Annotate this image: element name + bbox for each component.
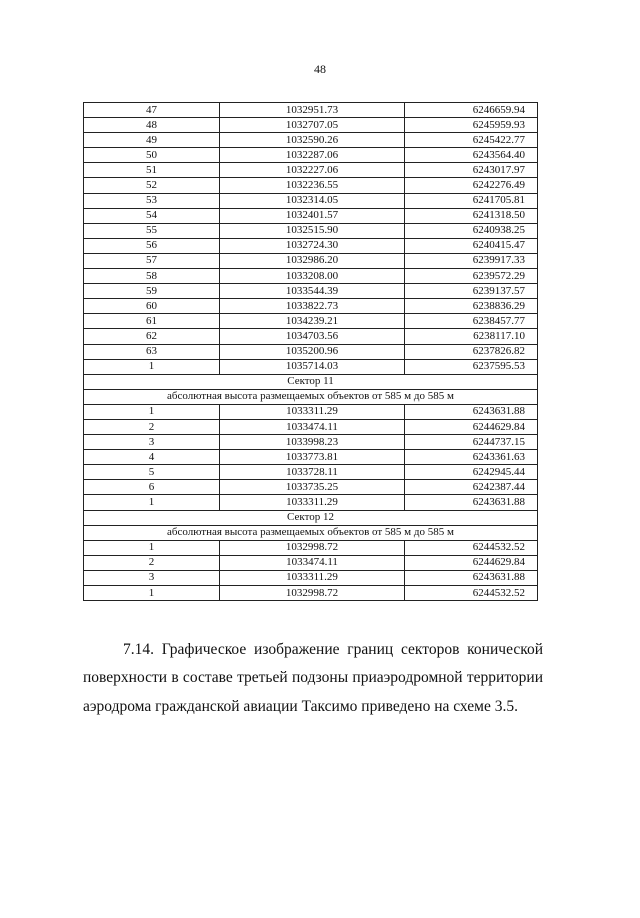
point-number-cell: 50 <box>84 148 220 163</box>
y-coordinate-cell: 6243631.88 <box>405 570 538 585</box>
x-coordinate-cell: 1032401.57 <box>220 208 405 223</box>
point-number-cell: 63 <box>84 344 220 359</box>
point-number-cell: 60 <box>84 299 220 314</box>
y-coordinate-cell: 6242387.44 <box>405 480 538 495</box>
x-coordinate-cell: 1032951.73 <box>220 103 405 118</box>
x-coordinate-cell: 1035200.96 <box>220 344 405 359</box>
y-coordinate-cell: 6239137.57 <box>405 284 538 299</box>
x-coordinate-cell: 1033208.00 <box>220 269 405 284</box>
sector-header-row <box>84 510 538 525</box>
point-number-cell: 54 <box>84 208 220 223</box>
sector-header-cell: абсолютная высота размещаемых объектов от 585 м до 585 м <box>84 525 538 540</box>
x-coordinate-cell: 1033311.29 <box>220 495 405 510</box>
point-number-cell: 57 <box>84 253 220 268</box>
point-number-cell: 53 <box>84 193 220 208</box>
table-row <box>84 148 538 163</box>
x-coordinate-cell: 1033544.39 <box>220 284 405 299</box>
x-coordinate-cell: 1033773.81 <box>220 450 405 465</box>
point-number-cell: 2 <box>84 555 220 570</box>
point-number-cell: 1 <box>84 404 220 419</box>
y-coordinate-cell: 6244532.52 <box>405 540 538 555</box>
table-row <box>84 495 538 510</box>
point-number-cell: 1 <box>84 586 220 601</box>
y-coordinate-cell: 6237595.53 <box>405 359 538 374</box>
point-number-cell: 6 <box>84 480 220 495</box>
point-number-cell: 49 <box>84 133 220 148</box>
y-coordinate-cell: 6241705.81 <box>405 193 538 208</box>
y-coordinate-cell: 6237826.82 <box>405 344 538 359</box>
x-coordinate-cell: 1034239.21 <box>220 314 405 329</box>
x-coordinate-cell: 1033822.73 <box>220 299 405 314</box>
y-coordinate-cell: 6242276.49 <box>405 178 538 193</box>
y-coordinate-cell: 6246659.94 <box>405 103 538 118</box>
y-coordinate-cell: 6241318.50 <box>405 208 538 223</box>
table-row <box>84 299 538 314</box>
y-coordinate-cell: 6238836.29 <box>405 299 538 314</box>
x-coordinate-cell: 1032314.05 <box>220 193 405 208</box>
y-coordinate-cell: 6243564.40 <box>405 148 538 163</box>
point-number-cell: 2 <box>84 419 220 434</box>
x-coordinate-cell: 1032227.06 <box>220 163 405 178</box>
point-number-cell: 4 <box>84 450 220 465</box>
table-row <box>84 118 538 133</box>
y-coordinate-cell: 6245422.77 <box>405 133 538 148</box>
x-coordinate-cell: 1032236.55 <box>220 178 405 193</box>
table-row <box>84 163 538 178</box>
table-row <box>84 103 538 118</box>
x-coordinate-cell: 1032998.72 <box>220 540 405 555</box>
table-row <box>84 223 538 238</box>
x-coordinate-cell: 1032287.06 <box>220 148 405 163</box>
point-number-cell: 5 <box>84 465 220 480</box>
point-number-cell: 47 <box>84 103 220 118</box>
x-coordinate-cell: 1033311.29 <box>220 404 405 419</box>
point-number-cell: 52 <box>84 178 220 193</box>
y-coordinate-cell: 6243361.63 <box>405 450 538 465</box>
table-row <box>84 133 538 148</box>
y-coordinate-cell: 6238117.10 <box>405 329 538 344</box>
coordinates-table-body <box>84 103 538 601</box>
point-number-cell: 48 <box>84 118 220 133</box>
point-number-cell: 58 <box>84 269 220 284</box>
y-coordinate-cell: 6244629.84 <box>405 419 538 434</box>
table-row <box>84 193 538 208</box>
point-number-cell: 61 <box>84 314 220 329</box>
x-coordinate-cell: 1033474.11 <box>220 555 405 570</box>
y-coordinate-cell: 6239917.33 <box>405 253 538 268</box>
x-coordinate-cell: 1032724.30 <box>220 238 405 253</box>
y-coordinate-cell: 6244737.15 <box>405 435 538 450</box>
section-paragraph: 7.14. Графическое изображение границ секторов конической поверхности в составе третьей подзоны приаэродромной территории аэродрома гражданской авиации Таксимо приведено на схеме 3.5. <box>83 640 543 715</box>
table-row <box>84 540 538 555</box>
table-row <box>84 284 538 299</box>
table-row <box>84 208 538 223</box>
table-row <box>84 178 538 193</box>
x-coordinate-cell: 1032707.05 <box>220 118 405 133</box>
y-coordinate-cell: 6245959.93 <box>405 118 538 133</box>
point-number-cell: 1 <box>84 495 220 510</box>
point-number-cell: 1 <box>84 359 220 374</box>
y-coordinate-cell: 6238457.77 <box>405 314 538 329</box>
point-number-cell: 3 <box>84 435 220 450</box>
table-row <box>84 329 538 344</box>
x-coordinate-cell: 1033735.25 <box>220 480 405 495</box>
y-coordinate-cell: 6240938.25 <box>405 223 538 238</box>
sector-header-cell: Сектор 11 <box>84 374 538 389</box>
x-coordinate-cell: 1035714.03 <box>220 359 405 374</box>
sector-header-row <box>84 525 538 540</box>
y-coordinate-cell: 6242945.44 <box>405 465 538 480</box>
y-coordinate-cell: 6244629.84 <box>405 555 538 570</box>
table-row <box>84 435 538 450</box>
sector-header-cell: абсолютная высота размещаемых объектов от 585 м до 585 м <box>84 389 538 404</box>
table-row <box>84 404 538 419</box>
x-coordinate-cell: 1033311.29 <box>220 570 405 585</box>
y-coordinate-cell: 6243017.97 <box>405 163 538 178</box>
point-number-cell: 55 <box>84 223 220 238</box>
table-row <box>84 419 538 434</box>
x-coordinate-cell: 1033998.23 <box>220 435 405 450</box>
point-number-cell: 59 <box>84 284 220 299</box>
x-coordinate-cell: 1032590.26 <box>220 133 405 148</box>
y-coordinate-cell: 6239572.29 <box>405 269 538 284</box>
table-row <box>84 555 538 570</box>
y-coordinate-cell: 6244532.52 <box>405 586 538 601</box>
point-number-cell: 1 <box>84 540 220 555</box>
point-number-cell: 56 <box>84 238 220 253</box>
y-coordinate-cell: 6243631.88 <box>405 404 538 419</box>
table-row <box>84 570 538 585</box>
x-coordinate-cell: 1032998.72 <box>220 586 405 601</box>
point-number-cell: 62 <box>84 329 220 344</box>
page-number: 48 <box>314 62 326 76</box>
table-row <box>84 480 538 495</box>
table-row <box>84 253 538 268</box>
coordinates-table <box>83 102 538 601</box>
point-number-cell: 51 <box>84 163 220 178</box>
x-coordinate-cell: 1032515.90 <box>220 223 405 238</box>
sector-header-row <box>84 374 538 389</box>
table-row <box>84 359 538 374</box>
table-row <box>84 238 538 253</box>
x-coordinate-cell: 1032986.20 <box>220 253 405 268</box>
sector-header-row <box>84 389 538 404</box>
x-coordinate-cell: 1033474.11 <box>220 419 405 434</box>
table-row <box>84 269 538 284</box>
table-row <box>84 450 538 465</box>
x-coordinate-cell: 1033728.11 <box>220 465 405 480</box>
table-row <box>84 465 538 480</box>
table-row <box>84 586 538 601</box>
y-coordinate-cell: 6243631.88 <box>405 495 538 510</box>
y-coordinate-cell: 6240415.47 <box>405 238 538 253</box>
x-coordinate-cell: 1034703.56 <box>220 329 405 344</box>
table-row <box>84 314 538 329</box>
table-row <box>84 344 538 359</box>
sector-header-cell: Сектор 12 <box>84 510 538 525</box>
point-number-cell: 3 <box>84 570 220 585</box>
